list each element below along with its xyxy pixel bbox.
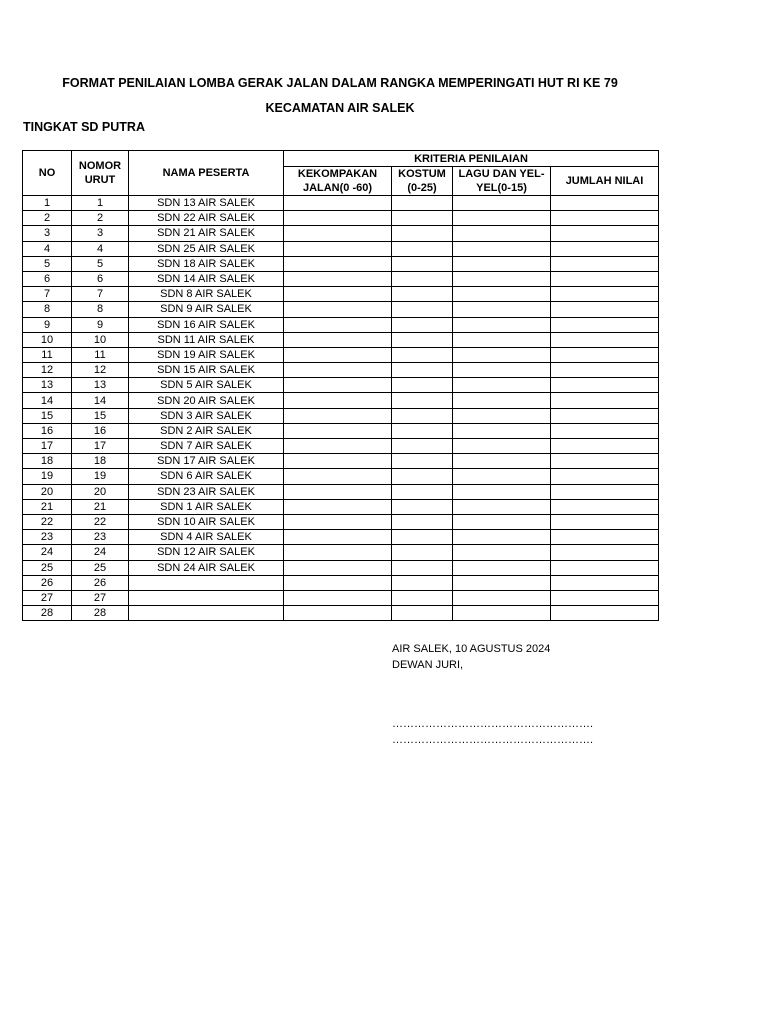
header-no: NO — [23, 151, 72, 196]
cell-nama-peserta: SDN 9 AIR SALEK — [129, 302, 284, 317]
document-subtitle: KECAMATAN AIR SALEK — [265, 101, 415, 115]
cell-lagu-yel — [453, 499, 551, 514]
cell-kostum — [392, 363, 453, 378]
cell-kekompakan — [284, 211, 392, 226]
cell-kostum — [392, 545, 453, 560]
header-jumlah-nilai: JUMLAH NILAI — [551, 167, 659, 196]
table-row — [23, 226, 659, 241]
cell-no: 19 — [23, 469, 72, 484]
cell-kekompakan — [284, 287, 392, 302]
cell-no: 17 — [23, 439, 72, 454]
cell-kostum — [392, 378, 453, 393]
cell-jumlah-nilai — [551, 393, 659, 408]
cell-nomor-urut: 1 — [72, 196, 129, 211]
signature-line-2: ………………………………………………. — [392, 734, 594, 746]
cell-nama-peserta: SDN 20 AIR SALEK — [129, 393, 284, 408]
table-row — [23, 499, 659, 514]
cell-kostum — [392, 287, 453, 302]
cell-lagu-yel — [453, 271, 551, 286]
header-nama-peserta: NAMA PESERTA — [129, 151, 284, 196]
table-row — [23, 408, 659, 423]
cell-kekompakan — [284, 408, 392, 423]
cell-nama-peserta — [129, 590, 284, 605]
cell-nama-peserta: SDN 18 AIR SALEK — [129, 256, 284, 271]
cell-jumlah-nilai — [551, 560, 659, 575]
table-row — [23, 211, 659, 226]
cell-nomor-urut: 9 — [72, 317, 129, 332]
cell-lagu-yel — [453, 393, 551, 408]
cell-kostum — [392, 408, 453, 423]
cell-lagu-yel — [453, 196, 551, 211]
cell-lagu-yel — [453, 363, 551, 378]
cell-jumlah-nilai — [551, 317, 659, 332]
cell-nomor-urut: 22 — [72, 514, 129, 529]
cell-nama-peserta: SDN 16 AIR SALEK — [129, 317, 284, 332]
cell-lagu-yel — [453, 317, 551, 332]
cell-nama-peserta: SDN 13 AIR SALEK — [129, 196, 284, 211]
cell-kostum — [392, 271, 453, 286]
cell-jumlah-nilai — [551, 378, 659, 393]
table-body — [23, 196, 659, 621]
table-row — [23, 454, 659, 469]
cell-kostum — [392, 317, 453, 332]
cell-nomor-urut: 11 — [72, 347, 129, 362]
table-row — [23, 575, 659, 590]
cell-nomor-urut: 20 — [72, 484, 129, 499]
cell-lagu-yel — [453, 484, 551, 499]
cell-no: 18 — [23, 454, 72, 469]
cell-jumlah-nilai — [551, 196, 659, 211]
signature-line-1: ………………………………………………. — [392, 718, 594, 730]
table-row — [23, 439, 659, 454]
cell-kostum — [392, 530, 453, 545]
table-row — [23, 530, 659, 545]
cell-nama-peserta: SDN 1 AIR SALEK — [129, 499, 284, 514]
cell-nama-peserta — [129, 575, 284, 590]
cell-nomor-urut: 19 — [72, 469, 129, 484]
cell-kostum — [392, 606, 453, 621]
cell-nomor-urut: 5 — [72, 256, 129, 271]
cell-lagu-yel — [453, 226, 551, 241]
cell-jumlah-nilai — [551, 469, 659, 484]
cell-jumlah-nilai — [551, 590, 659, 605]
cell-no: 14 — [23, 393, 72, 408]
table-row — [23, 347, 659, 362]
cell-no: 23 — [23, 530, 72, 545]
cell-lagu-yel — [453, 378, 551, 393]
cell-nama-peserta: SDN 24 AIR SALEK — [129, 560, 284, 575]
cell-nomor-urut: 16 — [72, 423, 129, 438]
cell-no: 26 — [23, 575, 72, 590]
table-row — [23, 241, 659, 256]
cell-lagu-yel — [453, 287, 551, 302]
cell-kekompakan — [284, 545, 392, 560]
cell-jumlah-nilai — [551, 484, 659, 499]
cell-nama-peserta: SDN 8 AIR SALEK — [129, 287, 284, 302]
cell-kostum — [392, 332, 453, 347]
cell-nomor-urut: 27 — [72, 590, 129, 605]
cell-nama-peserta: SDN 2 AIR SALEK — [129, 423, 284, 438]
table-row — [23, 378, 659, 393]
cell-nomor-urut: 23 — [72, 530, 129, 545]
cell-kostum — [392, 514, 453, 529]
cell-kostum — [392, 347, 453, 362]
cell-lagu-yel — [453, 590, 551, 605]
cell-kekompakan — [284, 454, 392, 469]
table-row — [23, 332, 659, 347]
cell-kostum — [392, 484, 453, 499]
cell-nama-peserta: SDN 19 AIR SALEK — [129, 347, 284, 362]
table-row — [23, 363, 659, 378]
cell-no: 11 — [23, 347, 72, 362]
cell-kostum — [392, 499, 453, 514]
cell-kekompakan — [284, 499, 392, 514]
cell-jumlah-nilai — [551, 287, 659, 302]
cell-lagu-yel — [453, 256, 551, 271]
cell-nomor-urut: 8 — [72, 302, 129, 317]
cell-lagu-yel — [453, 575, 551, 590]
cell-kekompakan — [284, 271, 392, 286]
cell-kekompakan — [284, 393, 392, 408]
cell-nomor-urut: 2 — [72, 211, 129, 226]
cell-lagu-yel — [453, 408, 551, 423]
header-kostum: KOSTUM (0-25) — [392, 167, 453, 196]
cell-kostum — [392, 590, 453, 605]
cell-nama-peserta: SDN 3 AIR SALEK — [129, 408, 284, 423]
cell-nomor-urut: 3 — [72, 226, 129, 241]
cell-kostum — [392, 226, 453, 241]
cell-kekompakan — [284, 196, 392, 211]
cell-no: 4 — [23, 241, 72, 256]
cell-kostum — [392, 469, 453, 484]
cell-jumlah-nilai — [551, 408, 659, 423]
cell-kekompakan — [284, 484, 392, 499]
cell-nama-peserta: SDN 10 AIR SALEK — [129, 514, 284, 529]
cell-no: 24 — [23, 545, 72, 560]
table-row — [23, 196, 659, 211]
table-row — [23, 271, 659, 286]
table-row — [23, 590, 659, 605]
cell-nama-peserta: SDN 7 AIR SALEK — [129, 439, 284, 454]
cell-no: 27 — [23, 590, 72, 605]
cell-kekompakan — [284, 560, 392, 575]
cell-no: 6 — [23, 271, 72, 286]
cell-kekompakan — [284, 256, 392, 271]
cell-kekompakan — [284, 226, 392, 241]
cell-nomor-urut: 7 — [72, 287, 129, 302]
table-row — [23, 256, 659, 271]
scoring-table — [22, 150, 659, 621]
table-row — [23, 393, 659, 408]
cell-jumlah-nilai — [551, 499, 659, 514]
cell-lagu-yel — [453, 469, 551, 484]
cell-nomor-urut: 17 — [72, 439, 129, 454]
cell-kekompakan — [284, 514, 392, 529]
cell-no: 25 — [23, 560, 72, 575]
signature-lines — [392, 716, 593, 748]
table-row — [23, 560, 659, 575]
cell-lagu-yel — [453, 302, 551, 317]
cell-nomor-urut: 18 — [72, 454, 129, 469]
cell-kekompakan — [284, 302, 392, 317]
table-row — [23, 606, 659, 621]
cell-nomor-urut: 28 — [72, 606, 129, 621]
competition-level: TINGKAT SD PUTRA — [23, 120, 145, 134]
cell-kekompakan — [284, 530, 392, 545]
table-row — [23, 423, 659, 438]
cell-jumlah-nilai — [551, 332, 659, 347]
cell-jumlah-nilai — [551, 545, 659, 560]
cell-jumlah-nilai — [551, 256, 659, 271]
cell-lagu-yel — [453, 545, 551, 560]
cell-no: 2 — [23, 211, 72, 226]
cell-lagu-yel — [453, 423, 551, 438]
cell-no: 16 — [23, 423, 72, 438]
cell-jumlah-nilai — [551, 271, 659, 286]
cell-no: 9 — [23, 317, 72, 332]
cell-jumlah-nilai — [551, 302, 659, 317]
cell-no: 5 — [23, 256, 72, 271]
cell-nama-peserta: SDN 6 AIR SALEK — [129, 469, 284, 484]
cell-jumlah-nilai — [551, 514, 659, 529]
cell-nama-peserta: SDN 17 AIR SALEK — [129, 454, 284, 469]
cell-kekompakan — [284, 575, 392, 590]
cell-nama-peserta: SDN 23 AIR SALEK — [129, 484, 284, 499]
cell-nomor-urut: 15 — [72, 408, 129, 423]
cell-no: 15 — [23, 408, 72, 423]
cell-no: 7 — [23, 287, 72, 302]
cell-kostum — [392, 454, 453, 469]
header-kriteria-penilaian: KRITERIA PENILAIAN — [284, 151, 659, 167]
cell-jumlah-nilai — [551, 423, 659, 438]
cell-kostum — [392, 241, 453, 256]
cell-kostum — [392, 393, 453, 408]
table-row — [23, 484, 659, 499]
cell-kekompakan — [284, 439, 392, 454]
cell-kekompakan — [284, 347, 392, 362]
cell-lagu-yel — [453, 241, 551, 256]
cell-no: 28 — [23, 606, 72, 621]
cell-jumlah-nilai — [551, 226, 659, 241]
cell-no: 10 — [23, 332, 72, 347]
cell-kekompakan — [284, 241, 392, 256]
cell-nomor-urut: 25 — [72, 560, 129, 575]
cell-nama-peserta: SDN 15 AIR SALEK — [129, 363, 284, 378]
cell-no: 13 — [23, 378, 72, 393]
cell-kostum — [392, 439, 453, 454]
cell-lagu-yel — [453, 530, 551, 545]
cell-lagu-yel — [453, 454, 551, 469]
cell-kekompakan — [284, 378, 392, 393]
table-row — [23, 469, 659, 484]
cell-kekompakan — [284, 590, 392, 605]
cell-no: 20 — [23, 484, 72, 499]
header-lagu-yel: LAGU DAN YEL-YEL(0-15) — [453, 167, 551, 196]
cell-jumlah-nilai — [551, 575, 659, 590]
cell-kostum — [392, 302, 453, 317]
cell-nomor-urut: 6 — [72, 271, 129, 286]
cell-nama-peserta: SDN 5 AIR SALEK — [129, 378, 284, 393]
cell-kostum — [392, 196, 453, 211]
table-row — [23, 302, 659, 317]
cell-nomor-urut: 13 — [72, 378, 129, 393]
cell-no: 21 — [23, 499, 72, 514]
signature-block — [392, 641, 550, 673]
cell-jumlah-nilai — [551, 606, 659, 621]
cell-lagu-yel — [453, 560, 551, 575]
cell-kekompakan — [284, 332, 392, 347]
cell-kostum — [392, 211, 453, 226]
cell-jumlah-nilai — [551, 530, 659, 545]
place-date: AIR SALEK, 10 AGUSTUS 2024 — [392, 643, 551, 655]
cell-nomor-urut: 12 — [72, 363, 129, 378]
cell-jumlah-nilai — [551, 241, 659, 256]
cell-lagu-yel — [453, 514, 551, 529]
cell-kostum — [392, 256, 453, 271]
cell-nomor-urut: 26 — [72, 575, 129, 590]
table-row — [23, 514, 659, 529]
cell-no: 8 — [23, 302, 72, 317]
cell-nama-peserta: SDN 22 AIR SALEK — [129, 211, 284, 226]
cell-no: 1 — [23, 196, 72, 211]
jury-label: DEWAN JURI, — [392, 659, 464, 671]
cell-nama-peserta: SDN 12 AIR SALEK — [129, 545, 284, 560]
cell-kekompakan — [284, 469, 392, 484]
cell-nama-peserta — [129, 606, 284, 621]
cell-kekompakan — [284, 606, 392, 621]
cell-nama-peserta: SDN 21 AIR SALEK — [129, 226, 284, 241]
cell-kekompakan — [284, 423, 392, 438]
cell-lagu-yel — [453, 439, 551, 454]
cell-jumlah-nilai — [551, 363, 659, 378]
cell-nama-peserta: SDN 4 AIR SALEK — [129, 530, 284, 545]
cell-kekompakan — [284, 317, 392, 332]
cell-kekompakan — [284, 363, 392, 378]
cell-nomor-urut: 10 — [72, 332, 129, 347]
cell-lagu-yel — [453, 347, 551, 362]
cell-lagu-yel — [453, 606, 551, 621]
cell-no: 12 — [23, 363, 72, 378]
cell-jumlah-nilai — [551, 454, 659, 469]
table-row — [23, 317, 659, 332]
cell-nomor-urut: 4 — [72, 241, 129, 256]
cell-nama-peserta: SDN 11 AIR SALEK — [129, 332, 284, 347]
cell-jumlah-nilai — [551, 439, 659, 454]
cell-jumlah-nilai — [551, 211, 659, 226]
cell-no: 3 — [23, 226, 72, 241]
cell-kostum — [392, 575, 453, 590]
cell-nama-peserta: SDN 25 AIR SALEK — [129, 241, 284, 256]
cell-lagu-yel — [453, 211, 551, 226]
cell-kostum — [392, 560, 453, 575]
cell-kostum — [392, 423, 453, 438]
document-title: FORMAT PENILAIAN LOMBA GERAK JALAN DALAM RANGKA MEMPERINGATI HUT RI KE 79 — [62, 76, 618, 90]
cell-lagu-yel — [453, 332, 551, 347]
header-kekompakan: KEKOMPAKAN JALAN(0 -60) — [284, 167, 392, 196]
cell-nama-peserta: SDN 14 AIR SALEK — [129, 271, 284, 286]
cell-nomor-urut: 14 — [72, 393, 129, 408]
cell-nomor-urut: 21 — [72, 499, 129, 514]
cell-nomor-urut: 24 — [72, 545, 129, 560]
cell-jumlah-nilai — [551, 347, 659, 362]
table-row — [23, 545, 659, 560]
header-nomor-urut: NOMOR URUT — [72, 151, 129, 196]
cell-no: 22 — [23, 514, 72, 529]
table-row — [23, 287, 659, 302]
